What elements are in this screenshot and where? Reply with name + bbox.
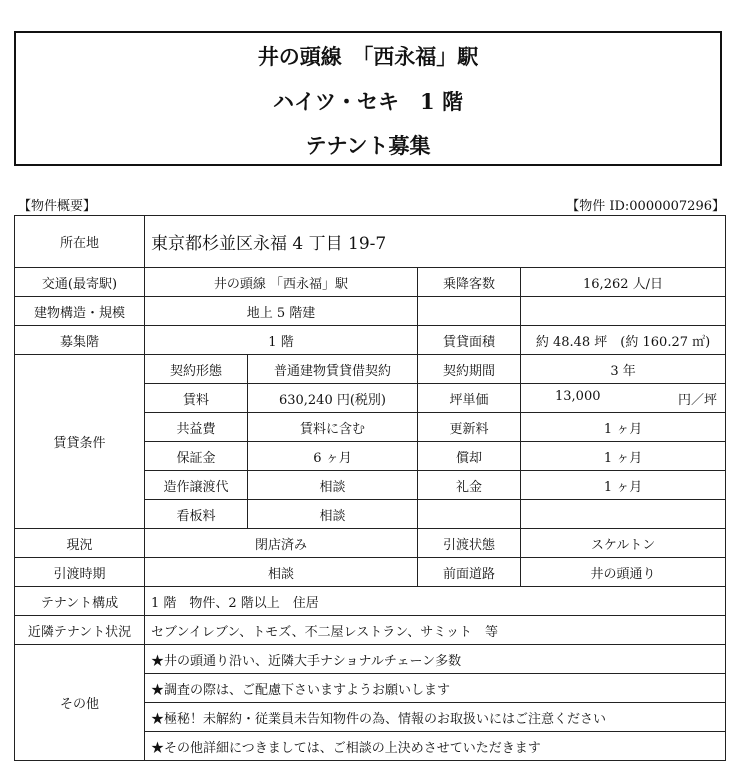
other-note: ★極秘！未解約・従業員未告知物件の為、情報のお取扱いにはご注意ください <box>145 703 726 732</box>
transfer-label: 造作譲渡代 <box>145 471 248 500</box>
area-value: 約 48.48 坪 (約 160.27 ㎡) <box>521 326 726 355</box>
table-row <box>15 297 726 326</box>
key-money-value: 1 ヶ月 <box>521 471 726 500</box>
address-label: 所在地 <box>15 216 145 268</box>
title-box <box>14 31 722 166</box>
common-fee-value: 賃料に含む <box>248 413 418 442</box>
sign-fee-label: 看板料 <box>145 500 248 529</box>
unit-price-unit: 円／坪 <box>678 392 718 408</box>
deposit-label: 保証金 <box>145 442 248 471</box>
key-money-label: 礼金 <box>418 471 521 500</box>
other-note: ★その他詳細につきましては、ご相談の上決めさせていただきます <box>145 732 726 761</box>
conditions-label: 賃貸条件 <box>15 355 145 529</box>
property-table <box>14 215 726 761</box>
rent-value: 630,240 円(税別) <box>248 384 418 413</box>
table-row <box>15 268 726 297</box>
title-purpose: テナント募集 <box>305 133 431 158</box>
renewal-label: 更新料 <box>418 413 521 442</box>
handover-state-label: 引渡状態 <box>418 529 521 558</box>
table-row <box>15 587 726 616</box>
contract-type-label: 契約形態 <box>145 355 248 384</box>
unit-price-cell <box>525 389 721 408</box>
table-row <box>15 645 726 674</box>
amortization-value: 1 ヶ月 <box>521 442 726 471</box>
floor-value: 1 階 <box>145 326 418 355</box>
handover-state-value: スケルトン <box>521 529 726 558</box>
contract-period-value: 3 年 <box>521 355 726 384</box>
tenants-label: テナント構成 <box>15 587 145 616</box>
renewal-value: 1 ヶ月 <box>521 413 726 442</box>
rent-label: 賃料 <box>145 384 248 413</box>
station-value: 井の頭線 「西永福」駅 <box>145 268 418 297</box>
station-label: 交通(最寄駅) <box>15 268 145 297</box>
structure-label: 建物構造・規模 <box>15 297 145 326</box>
table-row <box>15 529 726 558</box>
property-id: 【物件 ID:0000007296】 <box>566 199 725 214</box>
table-row <box>15 616 726 645</box>
sign-fee-value: 相談 <box>248 500 418 529</box>
unit-price-label: 坪単価 <box>418 384 521 413</box>
title-station: 井の頭線 「西永福」駅 <box>257 44 479 69</box>
tenants-value: 1 階 物件、2 階以上 住居 <box>145 587 726 616</box>
section-label: 【物件概要】 <box>18 199 97 214</box>
amortization-label: 償却 <box>418 442 521 471</box>
address-value: 東京都杉並区永福 4 丁目 19-7 <box>151 234 387 254</box>
status-value: 閉店済み <box>145 529 418 558</box>
transfer-value: 相談 <box>248 471 418 500</box>
table-row <box>15 355 726 384</box>
other-note: ★調査の際は、ご配慮下さいますようお願いします <box>145 674 726 703</box>
table-row <box>15 326 726 355</box>
table-row <box>15 216 726 268</box>
nearby-label: 近隣テナント状況 <box>15 616 145 645</box>
structure-value: 地上 5 階建 <box>145 297 418 326</box>
nearby-value: セブンイレブン、トモズ、不二屋レストラン、サミット 等 <box>145 616 726 645</box>
table-row <box>15 558 726 587</box>
handover-time-value: 相談 <box>145 558 418 587</box>
status-label: 現況 <box>15 529 145 558</box>
common-fee-label: 共益費 <box>145 413 248 442</box>
front-road-label: 前面道路 <box>418 558 521 587</box>
passengers-value: 16,262 人/日 <box>521 268 726 297</box>
title-building: ハイツ・セキ 1 階 <box>273 89 463 114</box>
other-label: その他 <box>15 645 145 761</box>
floor-label: 募集階 <box>15 326 145 355</box>
deposit-value: 6 ヶ月 <box>248 442 418 471</box>
contract-period-label: 契約期間 <box>418 355 521 384</box>
passengers-label: 乗降客数 <box>418 268 521 297</box>
contract-type-value: 普通建物賃貸借契約 <box>248 355 418 384</box>
area-label: 賃貸面積 <box>418 326 521 355</box>
other-note: ★井の頭通り沿い、近隣大手ナショナルチェーン多数 <box>145 645 726 674</box>
unit-price-value: 13,000 <box>555 388 601 404</box>
front-road-value: 井の頭通り <box>521 558 726 587</box>
handover-time-label: 引渡時期 <box>15 558 145 587</box>
